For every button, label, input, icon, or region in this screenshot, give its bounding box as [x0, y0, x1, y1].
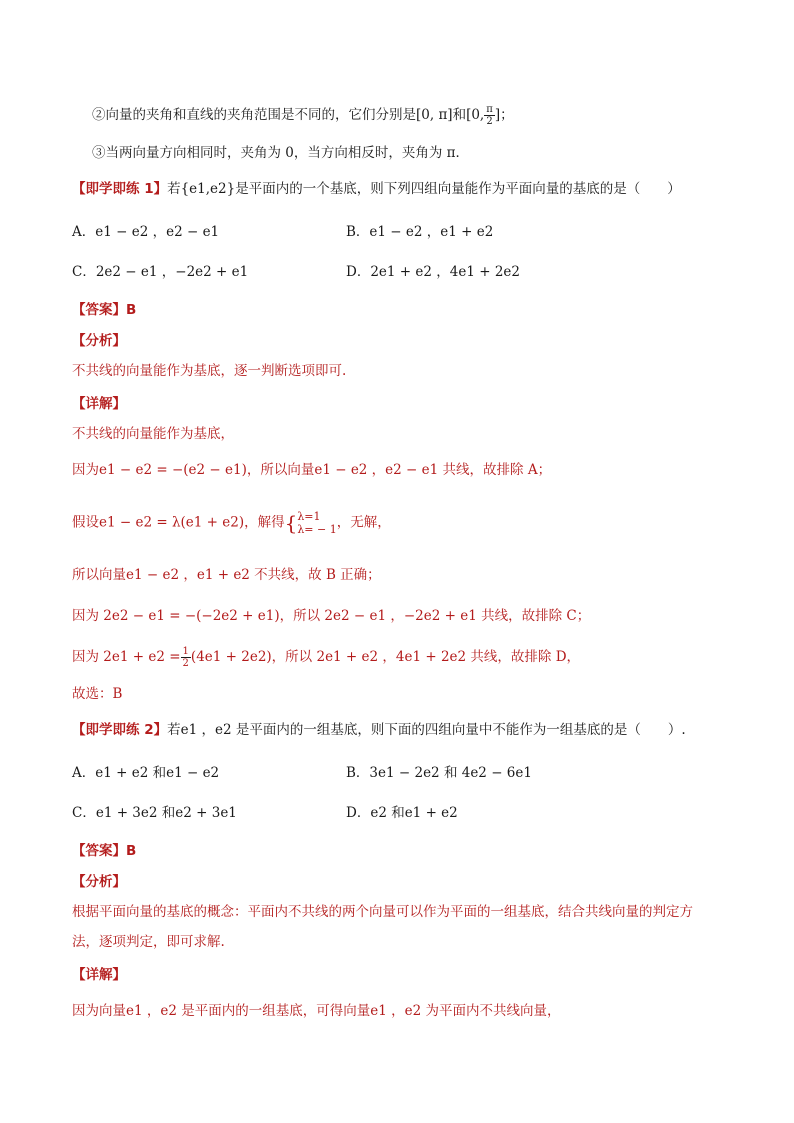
exercise-1-option-c: C．2e2 − e1 ，−2e2 + e1 [72, 264, 249, 280]
exercise-2-tag: 【即学即练 2】 [72, 722, 168, 738]
exercise-1-detail-3: 假设e1 − e2 = λ(e1 + e2)，解得{ λ=1 λ= − 1 ，无解， [72, 510, 391, 536]
exercise-2-answer: 【答案】B [72, 843, 137, 859]
exercise-2-question: 【即学即练 2】若e1 ，e2 是平面内的一组基底，则下面的四组向量中不能作为一组基底的是（ ）. [72, 722, 686, 738]
pi-over-2-fraction: $\frac{\pi}{2}$ [486, 104, 493, 127]
exercise-1-detail-5: 因为 2e2 − e1 = −(−2e2 + e1)，所以 2e2 − e1 ，−2e2 + e1 共线，故排除 C； [72, 608, 591, 624]
exercise-1-conclusion: 故选：B [72, 686, 123, 702]
exercise-2-option-d: D．e2 和e1 + e2 [346, 805, 458, 821]
basis-set: {e1,e2} [180, 181, 236, 197]
exercise-2-analysis-tag: 【分析】 [72, 874, 126, 890]
exercise-1-option-b: B．e1 − e2 ，e1 + e2 [346, 224, 494, 240]
exercise-2-analysis-2: 法，逐项判定，即可求解. [72, 934, 225, 950]
note-angle-range: ②向量的夹角和直线的夹角范围是不同的，它们分别是[0, π]和[0, $\frac{\pi}{2}$ ]； [92, 104, 514, 127]
exercise-2-option-a: A．e1 + e2 和e1 − e2 [72, 765, 220, 781]
exercise-1-tag: 【即学即练 1】 [72, 181, 168, 197]
exercise-1-question: 【即学即练 1】若{e1,e2}是平面内的一个基底，则下列四组向量能作为平面向量的基底的是（ ） [72, 181, 681, 197]
exercise-1-detail-4: 所以向量e1 − e2 ，e1 + e2 不共线，故 B 正确； [72, 567, 381, 583]
exercise-1-detail-2: 因为e1 − e2 = −(e2 − e1)，所以向量e1 − e2 ，e2 − e1 共线，故排除 A； [72, 462, 552, 478]
exercise-1-detail-1: 不共线的向量能作为基底， [72, 426, 234, 442]
exercise-1-analysis: 不共线的向量能作为基底，逐一判断选项即可. [72, 363, 347, 379]
exercise-2-detail-tag: 【详解】 [72, 967, 126, 983]
note-angle-direction: ③当两向量方向相同时，夹角为 0，当方向相反时，夹角为 π． [92, 145, 470, 161]
exercise-1-option-a: A．e1 − e2 ，e2 − e1 [72, 224, 220, 240]
one-half-fraction: $\frac{1}{2}$ [182, 646, 189, 669]
exercise-1-detail-tag: 【详解】 [72, 396, 126, 412]
exercise-2-analysis-1: 根据平面向量的基底的概念：平面内不共线的两个向量可以作为平面的一组基底，结合共线向量的判定方 [72, 904, 693, 920]
exercise-2-option-b: B．3e1 − 2e2 和 4e2 − 6e1 [346, 765, 532, 781]
exercise-1-detail-6: 因为 2e1 + e2 = $\frac{1}{2}$ (4e1 + 2e2)，所以 2e1 + e2 ，4e1 + 2e2 共线，故排除 D， [72, 646, 581, 669]
equation-system: λ=1 λ= − 1 [297, 510, 337, 536]
system-brace: { [284, 511, 298, 535]
exercise-2-detail-1: 因为向量e1 ，e2 是平面内的一组基底，可得向量e1 ，e2 为平面内不共线向量， [72, 1003, 561, 1019]
exercise-1-analysis-tag: 【分析】 [72, 333, 126, 349]
exercise-2-option-c: C．e1 + 3e2 和e2 + 3e1 [72, 805, 237, 821]
exercise-1-option-d: D．2e1 + e2 ，4e1 + 2e2 [346, 264, 520, 280]
exercise-1-answer: 【答案】B [72, 302, 137, 318]
